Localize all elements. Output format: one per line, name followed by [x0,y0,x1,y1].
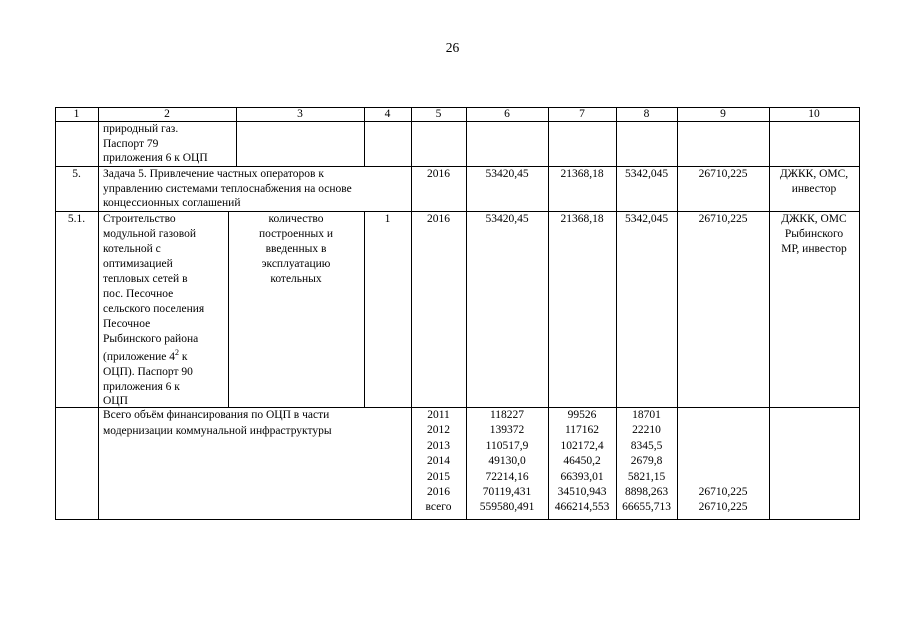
list-value: 2011 [427,409,450,421]
amount-cell: 5342,045 [624,213,669,225]
list-value: 139372 [489,424,525,437]
list-value [677,439,769,454]
list-value: 2013 [427,439,450,452]
cell-text: пос. Песочное [103,288,174,300]
header-cell: 10 [808,108,820,120]
appendix-suffix: к [179,351,188,363]
header-cell: 6 [504,108,510,120]
executor-cell: ДЖКК, ОМС, [779,168,849,180]
cell-text: котельной с [103,243,161,255]
list-value: 66655,713 [622,501,671,514]
total-cell: 53420,45 [485,168,529,180]
cell-text: сельского поселения [103,303,205,315]
list-value: 8345,5 [630,439,663,452]
year-cell: 2016 [427,213,450,225]
cell-text: введенных в [265,243,327,255]
list-value [677,408,769,423]
header-cell: 8 [643,108,650,120]
cell-text: ОЦП). Паспорт 90 [103,366,193,378]
list-value: 2016 [427,486,450,499]
appendix-ref: (приложение 4 [103,351,176,363]
cell-text: построенных и [258,228,334,240]
amounts-list [548,408,616,516]
list-value: 99526 [567,409,597,421]
header-cell: 7 [579,108,585,120]
header-cell: 5 [435,108,442,120]
executor-cell: Рыбинского [784,228,844,240]
list-value: 46450,2 [563,455,601,468]
list-value: 26710,225 [698,501,748,514]
amount-cell: 26710,225 [698,168,748,180]
indicator-value: 1 [384,213,391,225]
list-value [677,454,769,469]
year-cell: 2016 [427,168,450,180]
list-value [677,423,769,438]
amount-cell: 21368,18 [560,213,604,225]
row-number: 5. [72,168,81,180]
list-value: 49130,0 [488,455,526,468]
header-cell: 2 [164,108,170,120]
cell-text: приложения 6 к ОЦП [103,152,208,164]
cell-text: эксплуатацию [261,258,331,270]
cell-text: Строительство [103,213,176,225]
years-list [411,408,466,516]
cell-text: тепловых сетей в [103,273,188,285]
header-cell: 4 [384,108,391,120]
header-cell: 1 [73,108,80,120]
list-value: 102172,4 [560,439,604,452]
amount-cell: 26710,225 [698,213,748,225]
total-label: Всего объём финансирования по ОЦП в части [103,409,330,421]
header-cell: 9 [720,108,726,120]
list-value: всего [425,501,452,514]
list-value: 466214,553 [554,501,610,514]
list-value: 70119,431 [482,486,532,499]
list-value: 117162 [564,424,600,437]
executor-cell: МР, инвестор [781,243,847,255]
list-value: 2014 [427,455,450,468]
amounts-list [677,408,769,516]
cell-text: котельных [270,273,322,285]
cell-text: природный газ. [103,123,179,135]
task-title: концессионных соглашений [103,197,241,209]
cell-text [103,350,188,366]
list-value: 8898,263 [624,486,669,499]
total-label: модернизации коммунальной инфраструктуры [103,425,332,437]
list-value: 18701 [632,409,661,421]
cell-text: Песочное [103,318,151,330]
page-number: 26 [445,40,460,55]
appendix-superscript: 2 [175,348,180,357]
amount-cell: 21368,18 [560,168,604,180]
cell-text: модульной газовой [103,228,197,240]
cell-text: приложения 6 к [103,381,180,393]
list-value: 2015 [427,470,450,483]
list-value: 66393,01 [560,470,604,483]
executor-cell: инвестор [791,183,837,195]
list-value: 2679,8 [630,455,663,468]
amount-cell: 5342,045 [624,168,669,180]
list-value: 72214,16 [485,470,529,483]
list-value: 34510,943 [557,486,607,499]
cell-text: Паспорт 79 [103,138,159,150]
task-title: управлению системами теплоснабжения на основе [103,183,352,195]
amounts-list [616,408,677,516]
list-value: 2012 [427,424,450,437]
list-value: 22210 [632,424,661,437]
task-title: Задача 5. Привлечение частных операторов к [103,168,324,180]
cell-text: оптимизацией [103,258,173,270]
list-value: 110517,9 [485,439,529,452]
cell-text: количество [268,213,324,225]
list-value: 26710,225 [698,486,748,499]
executor-cell: ДЖКК, ОМС [781,213,847,225]
header-cell: 3 [297,108,303,120]
list-value [677,470,769,485]
total-amounts-list [466,408,548,516]
cell-text: Рыбинского района [103,333,199,345]
list-value: 559580,491 [479,501,535,514]
cell-text: ОЦП [103,395,128,407]
list-value: 118227 [489,409,525,421]
list-value: 5821,15 [627,470,666,483]
total-cell: 53420,45 [485,213,529,225]
row-number: 5.1. [67,213,86,225]
